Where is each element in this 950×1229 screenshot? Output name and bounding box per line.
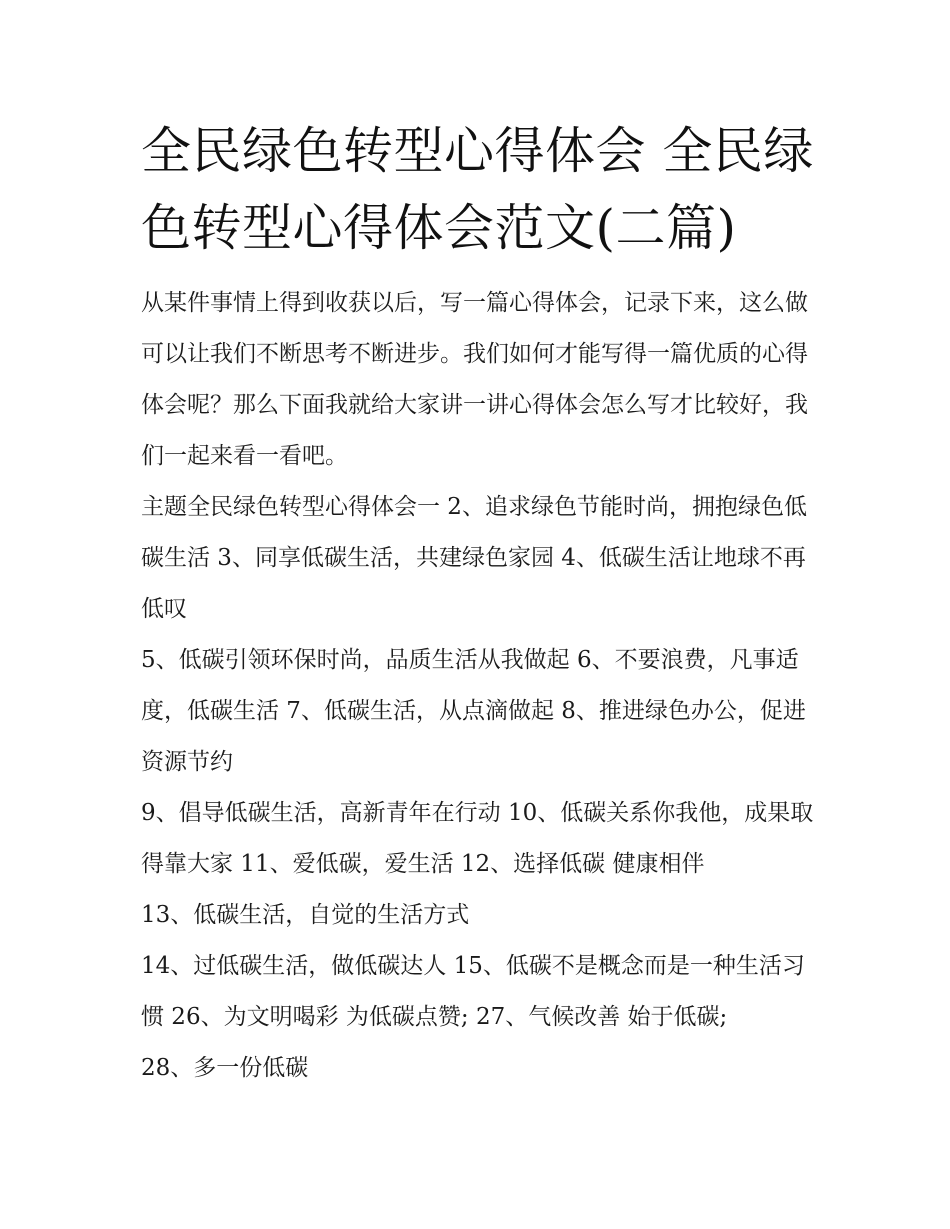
document-body [141, 278, 817, 1094]
slogan-paragraph-6: 28、多一份低碳 [141, 1055, 309, 1081]
slogan-paragraph-4: 13、低碳生活，自觉的生活方式 [141, 902, 470, 928]
intro-paragraph: 从某件事情上得到收获以后，写一篇心得体会，记录下来，这么做可以让我们不断思考不断进步。我们如何才能写得一篇优质的心得体会呢？那么下面我就给大家讲一讲心得体会怎么写才比较好，我们一起来看一看吧。 [141, 290, 808, 469]
document-title: 全民绿色转型心得体会 全民绿色转型心得体会范文(二篇) [141, 122, 814, 257]
slogan-paragraph-1: 主题全民绿色转型心得体会一 2、追求绿色节能时尚，拥抱绿色低碳生活 3、同享低碳生活，共建绿色家园 4、低碳生活让地球不再低叹 [141, 494, 807, 622]
slogan-paragraph-3: 9、倡导低碳生活，高新青年在行动 10、低碳关系你我他，成果取得靠大家 11、爱低碳，爱生活 12、选择低碳 健康相伴 [141, 800, 814, 877]
slogan-paragraph-2: 5、低碳引领环保时尚，品质生活从我做起 6、不要浪费，凡事适度，低碳生活 7、低碳生活，从点滴做起 8、推进绿色办公，促进资源节约 [141, 647, 806, 775]
slogan-paragraph-5: 14、过低碳生活，做低碳达人 15、低碳不是概念而是一种生活习惯 26、为文明喝彩 为低碳点赞; 27、气候改善 始于低碳; [141, 953, 805, 1030]
